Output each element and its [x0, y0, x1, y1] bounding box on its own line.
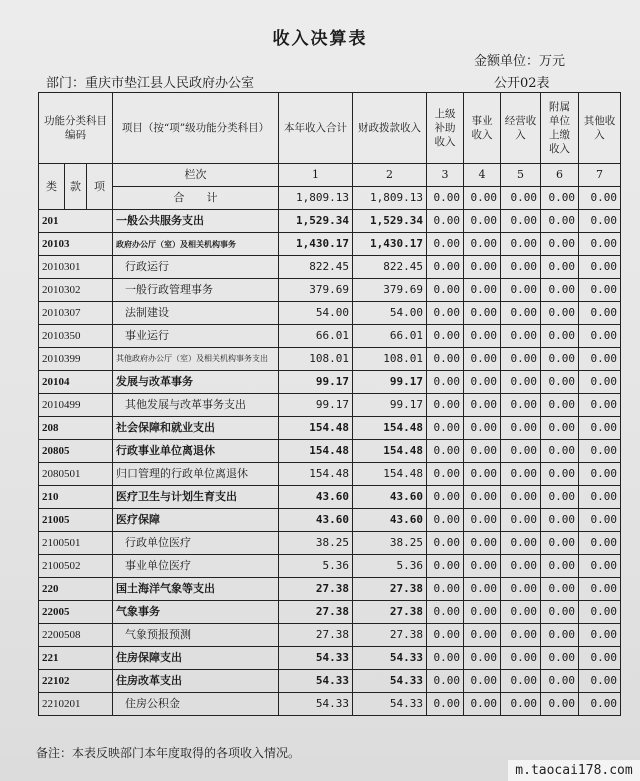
- row-value: 0.00: [427, 325, 464, 348]
- row-value: 0.00: [579, 371, 621, 394]
- row-value: 0.00: [501, 486, 541, 509]
- row-value: 1,430.17: [353, 233, 427, 256]
- row-value: 0.00: [541, 693, 579, 716]
- row-value: 0.00: [579, 279, 621, 302]
- row-value: 0.00: [427, 693, 464, 716]
- row-value: 0.00: [501, 371, 541, 394]
- row-code: 210: [39, 486, 113, 509]
- table-row: [39, 394, 621, 417]
- row-value: 27.38: [353, 578, 427, 601]
- row-item-name: 气象事务: [113, 601, 279, 624]
- header-upper: 上级补助收入: [427, 93, 464, 164]
- row-value: 54.33: [353, 670, 427, 693]
- row-item-name: 住房保障支出: [113, 647, 279, 670]
- row-value: 43.60: [279, 486, 353, 509]
- table-row: [39, 624, 621, 647]
- row-value: 822.45: [279, 256, 353, 279]
- row-value: 43.60: [353, 509, 427, 532]
- table-row: [39, 601, 621, 624]
- row-value: 0.00: [464, 509, 501, 532]
- row-value: 0.00: [541, 233, 579, 256]
- row-value: 38.25: [279, 532, 353, 555]
- table-row: [39, 417, 621, 440]
- row-item-name: 住房公积金: [113, 693, 279, 716]
- row-value: 0.00: [427, 256, 464, 279]
- row-value: 0.00: [464, 210, 501, 233]
- row-item-name: 事业单位医疗: [113, 555, 279, 578]
- row-code: 2010350: [39, 325, 113, 348]
- row-value: 5.36: [279, 555, 353, 578]
- row-code: 2210201: [39, 693, 113, 716]
- row-value: 0.00: [541, 210, 579, 233]
- row-value: 0.00: [501, 417, 541, 440]
- row-code: 220: [39, 578, 113, 601]
- header-row: [39, 93, 621, 164]
- row-value: 379.69: [353, 279, 427, 302]
- row-value: 54.33: [279, 670, 353, 693]
- row-value: 0.00: [464, 325, 501, 348]
- table-row: [39, 371, 621, 394]
- row-value: 0.00: [541, 463, 579, 486]
- col-no: 1: [279, 164, 353, 187]
- row-value: 0.00: [579, 486, 621, 509]
- header-fiscal: 财政拨款收入: [353, 93, 427, 164]
- footnote: 备注：本表反映部门本年度取得的各项收入情况。: [36, 746, 301, 760]
- row-value: 66.01: [353, 325, 427, 348]
- row-value: 38.25: [353, 532, 427, 555]
- row-value: 0.00: [579, 302, 621, 325]
- row-code: 2010301: [39, 256, 113, 279]
- col-no: 5: [501, 164, 541, 187]
- row-value: 0.00: [579, 394, 621, 417]
- row-value: 0.00: [541, 256, 579, 279]
- row-value: 0.00: [501, 647, 541, 670]
- row-value: 0.00: [427, 440, 464, 463]
- row-value: 5.36: [353, 555, 427, 578]
- row-value: 0.00: [541, 486, 579, 509]
- row-value: 54.33: [279, 693, 353, 716]
- row-value: 0.00: [579, 647, 621, 670]
- row-value: 0.00: [501, 624, 541, 647]
- header-lei: 类: [39, 164, 65, 210]
- total-value: 0.00: [541, 187, 579, 210]
- row-value: 154.48: [353, 417, 427, 440]
- row-value: 0.00: [464, 440, 501, 463]
- income-table: [38, 92, 621, 716]
- row-value: 27.38: [353, 624, 427, 647]
- row-value: 54.33: [353, 647, 427, 670]
- row-value: 0.00: [464, 302, 501, 325]
- row-value: 0.00: [427, 210, 464, 233]
- row-code: 208: [39, 417, 113, 440]
- row-value: 0.00: [501, 670, 541, 693]
- col-no: 6: [541, 164, 579, 187]
- row-code: 20805: [39, 440, 113, 463]
- table-row: [39, 532, 621, 555]
- row-value: 0.00: [427, 624, 464, 647]
- row-value: 43.60: [353, 486, 427, 509]
- header-total: 本年收入合计: [279, 93, 353, 164]
- row-value: 0.00: [579, 693, 621, 716]
- row-value: 0.00: [541, 371, 579, 394]
- row-value: 1,430.17: [279, 233, 353, 256]
- row-value: 0.00: [427, 371, 464, 394]
- row-code: 2010499: [39, 394, 113, 417]
- row-value: 0.00: [501, 578, 541, 601]
- row-value: 0.00: [464, 417, 501, 440]
- row-value: 0.00: [464, 371, 501, 394]
- table-row: [39, 440, 621, 463]
- row-value: 154.48: [279, 463, 353, 486]
- row-item-name: 医疗保障: [113, 509, 279, 532]
- row-value: 0.00: [501, 233, 541, 256]
- row-value: 0.00: [541, 532, 579, 555]
- table-row: [39, 693, 621, 716]
- row-value: 108.01: [353, 348, 427, 371]
- row-value: 0.00: [579, 440, 621, 463]
- row-value: 0.00: [427, 417, 464, 440]
- row-value: 154.48: [353, 463, 427, 486]
- row-item-name: 行政运行: [113, 256, 279, 279]
- row-code: 2100501: [39, 532, 113, 555]
- row-value: 0.00: [427, 578, 464, 601]
- table-row: [39, 256, 621, 279]
- table-row: [39, 302, 621, 325]
- row-value: 0.00: [579, 210, 621, 233]
- row-value: 0.00: [541, 624, 579, 647]
- row-value: 27.38: [353, 601, 427, 624]
- row-value: 0.00: [501, 210, 541, 233]
- row-value: 0.00: [464, 578, 501, 601]
- row-code: 2010307: [39, 302, 113, 325]
- total-value: 1,809.13: [279, 187, 353, 210]
- row-value: 0.00: [464, 647, 501, 670]
- row-value: 27.38: [279, 601, 353, 624]
- row-value: 154.48: [353, 440, 427, 463]
- row-value: 54.00: [353, 302, 427, 325]
- row-value: 43.60: [279, 509, 353, 532]
- row-value: 0.00: [464, 670, 501, 693]
- row-value: 99.17: [279, 371, 353, 394]
- row-code: 21005: [39, 509, 113, 532]
- row-item-name: 政府办公厅（室）及相关机构事务: [113, 233, 279, 256]
- row-value: 0.00: [427, 509, 464, 532]
- row-value: 0.00: [427, 670, 464, 693]
- row-value: 0.00: [427, 394, 464, 417]
- row-value: 0.00: [579, 578, 621, 601]
- row-code: 2100502: [39, 555, 113, 578]
- row-value: 0.00: [427, 302, 464, 325]
- row-value: 0.00: [464, 279, 501, 302]
- row-value: 0.00: [541, 348, 579, 371]
- row-value: 0.00: [501, 394, 541, 417]
- row-value: 0.00: [541, 555, 579, 578]
- row-value: 0.00: [427, 555, 464, 578]
- col-no: 3: [427, 164, 464, 187]
- row-value: 822.45: [353, 256, 427, 279]
- total-value: 1,809.13: [353, 187, 427, 210]
- row-item-name: 发展与改革事务: [113, 371, 279, 394]
- row-item-name: 一般公共服务支出: [113, 210, 279, 233]
- row-item-name: 国土海洋气象等支出: [113, 578, 279, 601]
- row-value: 27.38: [279, 578, 353, 601]
- row-value: 154.48: [279, 417, 353, 440]
- row-value: 66.01: [279, 325, 353, 348]
- row-value: 0.00: [501, 440, 541, 463]
- table-row: [39, 348, 621, 371]
- row-value: 0.00: [501, 325, 541, 348]
- total-label: 合 计: [113, 187, 279, 210]
- row-item-name: 行政单位医疗: [113, 532, 279, 555]
- row-item-name: 医疗卫生与计划生育支出: [113, 486, 279, 509]
- row-value: 0.00: [427, 647, 464, 670]
- row-value: 0.00: [427, 348, 464, 371]
- row-value: 99.17: [279, 394, 353, 417]
- header-business: 事业收入: [464, 93, 501, 164]
- row-item-name: 行政事业单位离退休: [113, 440, 279, 463]
- row-value: 0.00: [579, 417, 621, 440]
- row-value: 0.00: [501, 601, 541, 624]
- row-value: 0.00: [579, 670, 621, 693]
- row-code: 20103: [39, 233, 113, 256]
- row-value: 0.00: [579, 509, 621, 532]
- row-value: 27.38: [279, 624, 353, 647]
- table-row: [39, 578, 621, 601]
- table-number: 公开02表: [494, 76, 550, 91]
- row-value: 54.00: [279, 302, 353, 325]
- row-code: 20104: [39, 371, 113, 394]
- row-value: 0.00: [464, 555, 501, 578]
- row-item-name: 其他发展与改革事务支出: [113, 394, 279, 417]
- row-value: 1,529.34: [279, 210, 353, 233]
- row-code: 2010302: [39, 279, 113, 302]
- total-value: 0.00: [579, 187, 621, 210]
- row-item-name: 一般行政管理事务: [113, 279, 279, 302]
- row-value: 0.00: [464, 532, 501, 555]
- row-item-name: 住房改革支出: [113, 670, 279, 693]
- total-value: 0.00: [501, 187, 541, 210]
- row-value: 0.00: [541, 440, 579, 463]
- row-value: 0.00: [464, 463, 501, 486]
- row-value: 54.33: [353, 693, 427, 716]
- row-value: 0.00: [579, 348, 621, 371]
- header-lanci: 栏次: [113, 164, 279, 187]
- row-value: 108.01: [279, 348, 353, 371]
- table-row: [39, 279, 621, 302]
- row-value: 0.00: [464, 601, 501, 624]
- header-subsidiary: 附属单位上缴收入: [541, 93, 579, 164]
- row-value: 0.00: [501, 302, 541, 325]
- row-code: 221: [39, 647, 113, 670]
- row-value: 0.00: [501, 279, 541, 302]
- row-value: 0.00: [541, 647, 579, 670]
- row-item-name: 法制建设: [113, 302, 279, 325]
- table-row: [39, 325, 621, 348]
- row-code: 2010399: [39, 348, 113, 371]
- row-value: 0.00: [427, 601, 464, 624]
- row-value: 1,529.34: [353, 210, 427, 233]
- row-item-name: 气象预报预测: [113, 624, 279, 647]
- table-row: [39, 670, 621, 693]
- row-value: 0.00: [427, 279, 464, 302]
- row-value: 0.00: [464, 256, 501, 279]
- row-value: 99.17: [353, 394, 427, 417]
- row-value: 0.00: [579, 233, 621, 256]
- row-value: 0.00: [464, 693, 501, 716]
- header-other: 其他收入: [579, 93, 621, 164]
- total-value: 0.00: [427, 187, 464, 210]
- row-value: 0.00: [501, 555, 541, 578]
- row-value: 0.00: [464, 486, 501, 509]
- table-row: [39, 555, 621, 578]
- row-item-name: 其他政府办公厅（室）及相关机构事务支出: [113, 348, 279, 371]
- header-operating: 经营收入: [501, 93, 541, 164]
- department-label: 部门：重庆市垫江县人民政府办公室: [46, 76, 255, 91]
- row-value: 0.00: [541, 670, 579, 693]
- table-row: [39, 463, 621, 486]
- col-no: 2: [353, 164, 427, 187]
- row-value: 0.00: [541, 578, 579, 601]
- row-item-name: 归口管理的行政单位离退休: [113, 463, 279, 486]
- row-value: 0.00: [464, 624, 501, 647]
- table-row: [39, 233, 621, 256]
- row-value: 0.00: [501, 693, 541, 716]
- watermark: m.taocai178.com: [508, 760, 640, 781]
- table-row: [39, 210, 621, 233]
- row-value: 0.00: [579, 555, 621, 578]
- row-value: 0.00: [427, 486, 464, 509]
- header-func-code: 功能分类科目编码: [39, 93, 113, 164]
- row-item-name: 事业运行: [113, 325, 279, 348]
- column-number-row: [39, 164, 621, 187]
- row-code: 2200508: [39, 624, 113, 647]
- header-item: 项目（按“项”级功能分类科目）: [113, 93, 279, 164]
- total-value: 0.00: [464, 187, 501, 210]
- table-row: [39, 509, 621, 532]
- row-code: 22005: [39, 601, 113, 624]
- row-value: 0.00: [464, 233, 501, 256]
- row-value: 0.00: [501, 348, 541, 371]
- row-value: 0.00: [501, 532, 541, 555]
- row-value: 0.00: [541, 601, 579, 624]
- row-code: 2080501: [39, 463, 113, 486]
- row-value: 154.48: [279, 440, 353, 463]
- row-value: 0.00: [501, 509, 541, 532]
- row-value: 0.00: [464, 394, 501, 417]
- header-xiang: 项: [87, 164, 113, 210]
- row-value: 0.00: [579, 256, 621, 279]
- amount-unit: 金额单位：万元: [474, 54, 566, 69]
- document-title: 收入决算表: [272, 29, 368, 49]
- row-value: 0.00: [579, 463, 621, 486]
- row-value: 0.00: [541, 417, 579, 440]
- row-code: 22102: [39, 670, 113, 693]
- total-row: [39, 187, 621, 210]
- row-value: 0.00: [501, 256, 541, 279]
- col-no: 4: [464, 164, 501, 187]
- table-row: [39, 486, 621, 509]
- row-item-name: 社会保障和就业支出: [113, 417, 279, 440]
- row-value: 99.17: [353, 371, 427, 394]
- table-row: [39, 647, 621, 670]
- row-value: 0.00: [427, 463, 464, 486]
- row-value: 379.69: [279, 279, 353, 302]
- row-value: 0.00: [579, 624, 621, 647]
- header-kuan: 款: [65, 164, 87, 210]
- col-no: 7: [579, 164, 621, 187]
- row-value: 0.00: [464, 348, 501, 371]
- row-value: 0.00: [427, 233, 464, 256]
- row-value: 0.00: [579, 532, 621, 555]
- row-code: 201: [39, 210, 113, 233]
- row-value: 54.33: [279, 647, 353, 670]
- row-value: 0.00: [579, 325, 621, 348]
- row-value: 0.00: [579, 601, 621, 624]
- row-value: 0.00: [427, 532, 464, 555]
- row-value: 0.00: [541, 509, 579, 532]
- row-value: 0.00: [541, 325, 579, 348]
- row-value: 0.00: [541, 302, 579, 325]
- row-value: 0.00: [541, 279, 579, 302]
- row-value: 0.00: [501, 463, 541, 486]
- row-value: 0.00: [541, 394, 579, 417]
